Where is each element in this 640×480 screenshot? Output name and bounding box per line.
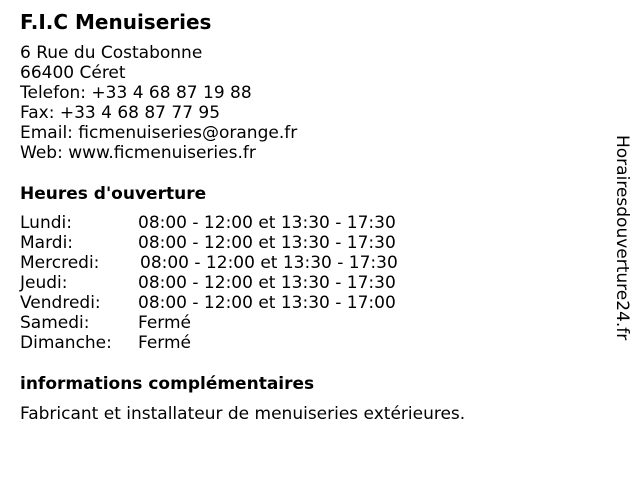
phone-line: Telefon: +33 4 68 87 19 88 — [20, 83, 252, 103]
business-name: F.I.C Menuiseries — [20, 10, 212, 34]
hours-day: Jeudi: — [20, 273, 68, 293]
address-street: 6 Rue du Costabonne — [20, 43, 203, 63]
hours-time: Fermé — [138, 313, 192, 333]
hours-row-saturday — [20, 313, 440, 333]
additional-info-heading: informations complémentaires — [20, 374, 315, 394]
hours-time: 08:00 - 12:00 et 13:30 - 17:30 — [140, 253, 398, 273]
hours-row-friday — [20, 293, 440, 313]
business-description: Fabricant et installateur de menuiseries extérieures. — [20, 404, 466, 424]
hours-row-thursday — [20, 273, 440, 293]
hours-day: Vendredi: — [20, 293, 101, 313]
hours-row-sunday — [20, 333, 440, 353]
hours-day: Samedi: — [20, 313, 90, 333]
hours-day: Mardi: — [20, 233, 74, 253]
opening-hours-heading: Heures d'ouverture — [20, 184, 207, 204]
hours-time: 08:00 - 12:00 et 13:30 - 17:30 — [138, 213, 396, 233]
site-watermark: Horairesdouverture24.fr — [612, 135, 632, 341]
hours-time: 08:00 - 12:00 et 13:30 - 17:00 — [138, 293, 396, 313]
opening-hours-table — [20, 213, 440, 353]
hours-day: Dimanche: — [20, 333, 112, 353]
email-line: Email: ficmenuiseries@orange.fr — [20, 123, 298, 143]
hours-time: 08:00 - 12:00 et 13:30 - 17:30 — [138, 233, 396, 253]
hours-time: Fermé — [138, 333, 192, 353]
web-line: Web: www.ficmenuiseries.fr — [20, 143, 256, 163]
address-city: 66400 Céret — [20, 63, 126, 83]
fax-line: Fax: +33 4 68 87 77 95 — [20, 103, 221, 123]
hours-row-monday — [20, 213, 440, 233]
hours-day: Lundi: — [20, 213, 72, 233]
contact-block — [20, 43, 297, 163]
hours-time: 08:00 - 12:00 et 13:30 - 17:30 — [138, 273, 396, 293]
hours-day: Mercredi: — [20, 253, 100, 273]
hours-row-tuesday — [20, 233, 440, 253]
hours-row-wednesday — [20, 253, 440, 273]
